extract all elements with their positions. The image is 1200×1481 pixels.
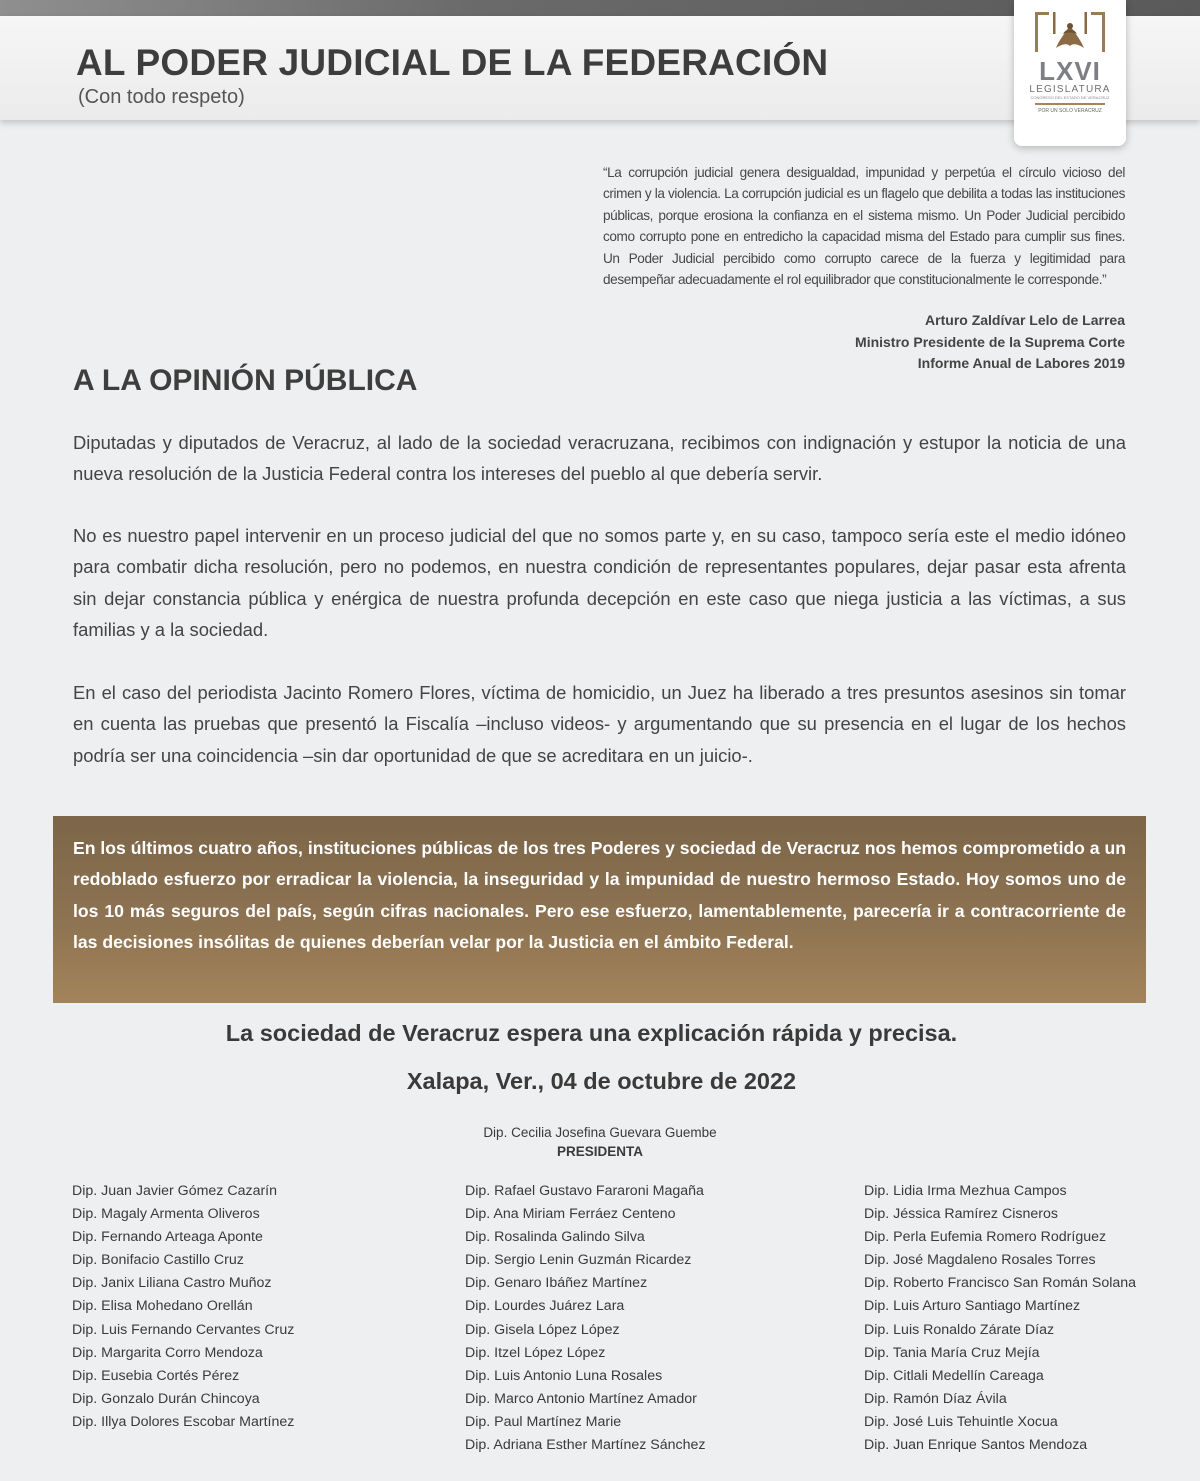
signatory: Dip. Luis Antonio Luna Rosales: [465, 1367, 663, 1384]
signatures-column-3: [864, 1180, 1136, 1457]
signatory: Dip. Ana Miriam Ferráez Centeno: [465, 1206, 676, 1223]
epigraph-quote: “La corrupción judicial genera desigualdad, impunidad y perpetúa el círculo vicioso del crimen y la violencia. La corrupción judicial es un flagelo que debilita a todas las instituciones públicas, porque erosiona la confianza en el sistema mismo. Un Poder Judicial percibido como corrupto pone en entredicho la capacidad misma del Estado para cumplir sus fines. Un Poder Judicial percibido como corrupto carece de la fuerza y legitimidad para desempeñar adecuadamente el rol equilibrador que constitucionalmente le corresponde.”: [603, 165, 1125, 288]
quote-source: Informe Anual de Labores 2019: [917, 355, 1125, 371]
signatory: Dip. Rafael Gustavo Fararoni Magaña: [465, 1183, 704, 1199]
logo-tagline: POR UN SOLO VERACRUZ: [1038, 108, 1102, 114]
place-date: Xalapa, Ver., 04 de octubre de 2022: [406, 1068, 797, 1094]
page-subtitle: (Con todo respeto): [78, 86, 245, 108]
signatory: Dip. Lidia Irma Mezhua Campos: [864, 1183, 1067, 1199]
signatory: Dip. Fernando Arteaga Aponte: [72, 1229, 263, 1246]
signatory: Dip. José Magdaleno Rosales Torres: [864, 1252, 1096, 1269]
signatory: Dip. Luis Ronaldo Zárate Díaz: [864, 1321, 1055, 1338]
signatory: Dip. Roberto Francisco San Román Solana: [864, 1275, 1137, 1292]
signatory: Dip. Itzel López López: [465, 1344, 606, 1361]
signatory: Dip. Luis Fernando Cervantes Cruz: [72, 1321, 295, 1338]
signatory: Dip. Juan Enrique Santos Mendoza: [864, 1437, 1088, 1454]
signatory: Dip. Marco Antonio Martínez Amador: [465, 1390, 697, 1407]
closing-statement: La sociedad de Veracruz espera una explicación rápida y precisa.: [225, 1020, 958, 1046]
signatory: Dip. Sergio Lenin Guzmán Ricardez: [465, 1252, 692, 1269]
signatory: Dip. Bonifacio Castillo Cruz: [72, 1252, 244, 1269]
body-paragraph-3: En el caso del periodista Jacinto Romero Flores, víctima de homicidio, un Juez ha liberado a tres presuntos asesinos sin tomar en cuenta las pruebas que presentó la Fiscalía –incluso videos- y argumentando que su presencia en el lugar de los hechos podría ser una coincidencia –sin dar oportunidad de que se acreditara en un juicio-.: [73, 682, 1126, 766]
signatory: Dip. Citlali Medellín Careaga: [864, 1367, 1044, 1384]
signatory: Dip. Ramón Díaz Ávila: [864, 1390, 1007, 1407]
quote-author: Arturo Zaldívar Lelo de Larrea: [925, 312, 1125, 328]
congress-eagle-emblem-icon: [1033, 10, 1107, 56]
logo-congress-text: CONGRESO DEL ESTADO DE VERACRUZ: [1030, 95, 1110, 100]
signatory: Dip. Jéssica Ramírez Cisneros: [864, 1206, 1058, 1223]
signatory: Dip. Juan Javier Gómez Cazarín: [72, 1183, 278, 1199]
signatures-column-1: [72, 1180, 294, 1434]
president-role: PRESIDENTA: [556, 1144, 643, 1159]
highlight-paragraph: En los últimos cuatro años, instituciones públicas de los tres Poderes y sociedad de Veracruz nos hemos comprometido a un redoblado esfuerzo por erradicar la violencia, la inseguridad y la impunidad de nuestro hermoso Estado. Hoy somos uno de los 10 más seguros del país, según cifras nacionales. Pero ese esfuerzo, lamentablemente, parecería ir a contracorriente de las decisiones insólitas de quienes deberían velar por la Justicia en el ámbito Federal.: [73, 838, 1126, 952]
signatory: Dip. Gonzalo Durán Chincoya: [72, 1390, 260, 1407]
signatory: Dip. Margarita Corro Mendoza: [72, 1344, 263, 1361]
legislature-logo: [1014, 0, 1126, 146]
signatory: Dip. Tania María Cruz Mejía: [864, 1344, 1040, 1361]
signatory: Dip. José Luis Tehuintle Xocua: [864, 1413, 1058, 1430]
signatory: Dip. Luis Arturo Santiago Martínez: [864, 1298, 1081, 1315]
president-name: Dip. Cecilia Josefina Guevara Guembe: [483, 1125, 717, 1140]
page-title: AL PODER JUDICIAL DE LA FEDERACIÓN: [76, 42, 829, 83]
signatory: Dip. Rosalinda Galindo Silva: [465, 1229, 645, 1246]
quote-attribution: [855, 310, 1125, 375]
body-paragraph-1: Diputadas y diputados de Veracruz, al lado de la sociedad veracruzana, recibimos con indignación y estupor la noticia de una nueva resolución de la Justicia Federal contra los intereses del pueblo al que debería servir.: [73, 432, 1126, 485]
signatory: Dip. Perla Eufemia Romero Rodríguez: [864, 1229, 1107, 1246]
signatory: Dip. Illya Dolores Escobar Martínez: [72, 1413, 295, 1430]
signatory: Dip. Magaly Armenta Oliveros: [72, 1206, 260, 1223]
quote-author-role: Ministro Presidente de la Suprema Corte: [855, 333, 1125, 350]
signatory: Dip. Paul Martínez Marie: [465, 1413, 622, 1430]
highlight-box: [53, 816, 1146, 1003]
signatory: Dip. Elisa Mohedano Orellán: [72, 1298, 253, 1315]
signatory: Dip. Genaro Ibáñez Martínez: [465, 1275, 648, 1292]
signatory: Dip. Gisela López López: [465, 1321, 620, 1338]
signatory: Dip. Lourdes Juárez Lara: [465, 1298, 625, 1315]
signatory: Dip. Adriana Esther Martínez Sánchez: [465, 1437, 706, 1454]
president-signature: [0, 1123, 1200, 1161]
logo-divider: [1035, 103, 1105, 105]
signatory: Dip. Janix Liliana Castro Muñoz: [72, 1275, 272, 1292]
signatory: Dip. Eusebia Cortés Pérez: [72, 1367, 240, 1384]
signatures-column-2: [465, 1180, 706, 1457]
logo-lxvi-text: LXVI: [1039, 56, 1101, 86]
body-paragraph-2: No es nuestro papel intervenir en un proceso judicial del que no somos parte y, en su caso, tampoco sería este el medio idóneo para combatir dicha resolución, pero no podemos, en nuestra condición de representantes populares, dejar pasar esta afrenta sin dejar constancia pública y enérgica de nuestra profunda decepción en este caso que niega justicia a las víctimas, a sus familias y a la sociedad.: [73, 525, 1126, 640]
section-heading: A LA OPINIÓN PÚBLICA: [73, 364, 418, 397]
logo-legislatura-text: LEGISLATURA: [1029, 84, 1111, 95]
